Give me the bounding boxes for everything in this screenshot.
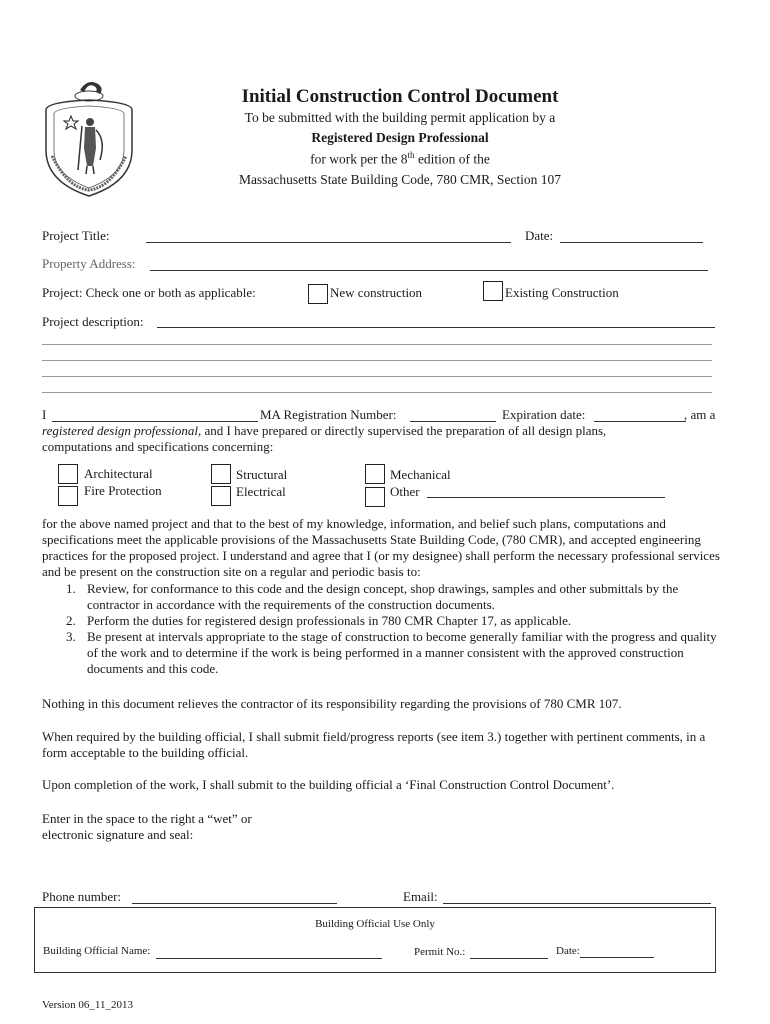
project-check-label: Project: Check one or both as applicable: — [42, 285, 256, 300]
intro-paragraph: for the above named project and that to the best of my knowledge, information, and belief such plans, computations and specifications meet the applicable provisions of the Massachusetts State Building Code, (780 CMR), and accepted engineering practices for the proposed project. I understand and agree that I (or my designee) shall perform the necessary professional services and be present on the construction site on a regular and periodic basis to: — [42, 516, 720, 579]
description-line-4[interactable] — [42, 376, 712, 377]
new-construction-label: New construction — [330, 285, 423, 300]
email-input[interactable] — [443, 903, 711, 904]
list-item: 1. Review, for conformance to this code and the design concept, shop drawings, samples and other submittals by the contractor in accordance with the requirements of the construction documents. — [66, 581, 679, 612]
description-line-2[interactable] — [42, 344, 712, 345]
permit-no-label: Permit No.: — [414, 946, 466, 958]
signature-instruction-1: Enter in the space to the right a “wet” or — [42, 811, 252, 826]
list-item: 2. Perform the duties for registered design professionals in 780 CMR Chapter 17, as applicable. — [66, 613, 572, 628]
fire-protection-checkbox[interactable] — [58, 486, 78, 506]
other-input[interactable] — [427, 497, 665, 498]
description-line-3[interactable] — [42, 360, 712, 361]
official-name-label: Building Official Name: — [43, 945, 151, 957]
ma-registration-input[interactable] — [410, 421, 496, 422]
property-address-input[interactable] — [150, 270, 708, 271]
signature-instruction-2: electronic signature and seal: — [42, 827, 194, 842]
existing-construction-label: Existing Construction — [505, 285, 619, 300]
date-input[interactable] — [560, 242, 703, 243]
description-line-5[interactable] — [42, 392, 712, 393]
version-label: Version 06_11_2013 — [42, 999, 133, 1011]
nothing-paragraph: Nothing in this document relieves the contractor of its responsibility regarding the provisions of 780 CMR 107. — [42, 696, 622, 711]
project-title-input[interactable] — [146, 242, 511, 243]
property-address-label: Property Address: — [42, 256, 136, 271]
email-label: Email: — [403, 889, 438, 904]
mechanical-checkbox[interactable] — [365, 464, 385, 484]
duties-list — [42, 581, 722, 677]
structural-checkbox[interactable] — [211, 464, 231, 484]
cert-line-3: computations and specifications concerning: — [42, 439, 274, 454]
signature-seal-area[interactable] — [400, 805, 720, 885]
other-checkbox[interactable] — [365, 487, 385, 507]
cert-am-a: , am a — [684, 407, 716, 422]
seal-icon — [38, 70, 140, 200]
architectural-label: Architectural — [84, 466, 153, 481]
permit-no-input[interactable] — [470, 958, 548, 959]
subtitle-line-3: for work per the 8th edition of the — [310, 150, 490, 167]
official-use-title: Building Official Use Only — [315, 918, 435, 930]
document-title: Initial Construction Control Document — [241, 86, 559, 107]
electrical-label: Electrical — [236, 484, 286, 499]
fire-protection-label: Fire Protection — [84, 483, 162, 498]
structural-label: Structural — [236, 467, 288, 482]
architectural-checkbox[interactable] — [58, 464, 78, 484]
expiration-label: Expiration date: — [502, 407, 586, 422]
mechanical-label: Mechanical — [390, 467, 451, 482]
cert-i: I — [42, 407, 47, 422]
when-required-paragraph: When required by the building official, I shall submit field/progress reports (see item 3.) together with pertinent comments, in a form acceptable to the building official. — [42, 729, 706, 760]
subtitle-line-2: Registered Design Professional — [311, 130, 489, 145]
official-name-input[interactable] — [156, 958, 382, 959]
subtitle-line-1: To be submitted with the building permit application by a — [244, 110, 556, 125]
official-date-input[interactable] — [580, 957, 654, 958]
project-description-input[interactable] — [157, 327, 715, 328]
rdp-name-input[interactable] — [52, 421, 258, 422]
expiration-input[interactable] — [594, 421, 686, 422]
subtitle-line-4: Massachusetts State Building Code, 780 CMR, Section 107 — [238, 172, 562, 187]
upon-completion-paragraph: Upon completion of the work, I shall submit to the building official a ‘Final Construction Control Document’. — [42, 777, 615, 792]
massachusetts-seal — [38, 70, 140, 200]
new-construction-checkbox[interactable] — [308, 284, 328, 304]
electrical-checkbox[interactable] — [211, 486, 231, 506]
other-label: Other — [390, 484, 420, 499]
phone-input[interactable] — [132, 903, 337, 904]
date-label: Date: — [525, 228, 554, 243]
ma-registration-label: MA Registration Number: — [260, 407, 397, 422]
project-title-label: Project Title: — [42, 228, 110, 243]
project-description-label: Project description: — [42, 314, 144, 329]
building-official-box — [34, 907, 716, 973]
existing-construction-checkbox[interactable] — [483, 281, 503, 301]
cert-line-2: registered design professional, and I have prepared or directly supervised the preparation of all design plans, — [42, 423, 607, 438]
official-date-label: Date: — [556, 945, 580, 957]
list-item: 3. Be present at intervals appropriate to the stage of construction to become generally familiar with the progress and quality of the work and to determine if the work is being performed in a manner consistent with the approved construction documents and this code. — [66, 629, 717, 676]
phone-label: Phone number: — [42, 889, 122, 904]
